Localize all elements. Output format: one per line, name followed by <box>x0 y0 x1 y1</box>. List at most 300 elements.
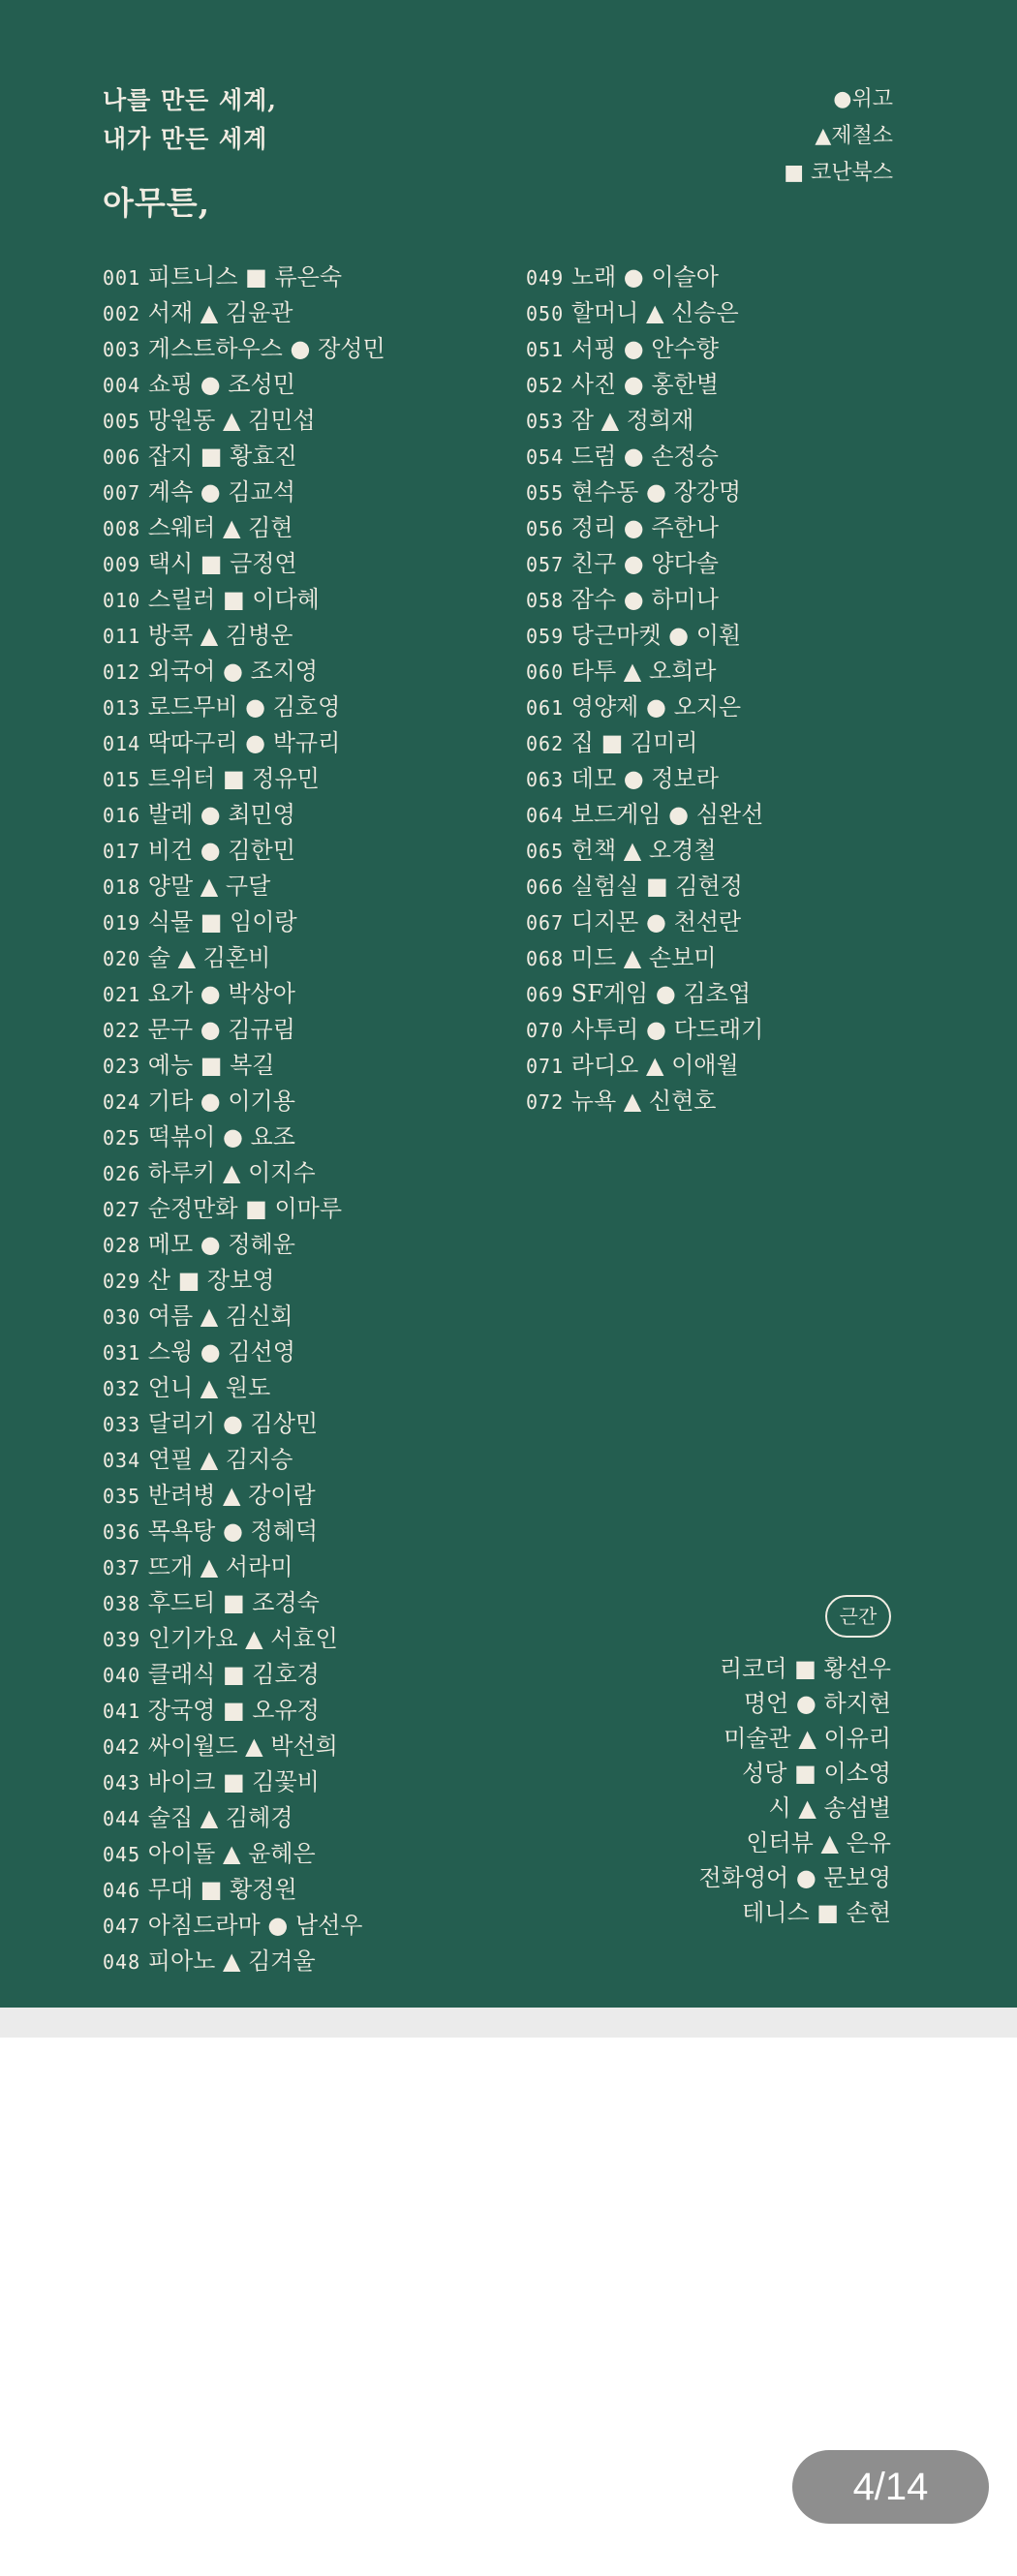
book-title: 요가 <box>147 980 194 1007</box>
book-author: 금정연 <box>230 550 297 577</box>
book-author: 원도 <box>225 1374 271 1401</box>
book-number: 060 <box>526 660 565 684</box>
book-title: 인터뷰 <box>746 1829 814 1856</box>
book-title: 서재 <box>147 299 194 326</box>
square-icon: ■ <box>222 1768 245 1795</box>
circle-icon: ● <box>833 87 852 111</box>
book-author: 박규리 <box>272 729 341 756</box>
circle-icon: ● <box>200 1016 221 1043</box>
square-icon: ■ <box>222 586 245 613</box>
triangle-icon: ▲ <box>623 658 642 685</box>
circle-icon: ● <box>645 478 666 506</box>
book-number: 045 <box>103 1843 141 1866</box>
circle-icon: ● <box>200 1231 221 1258</box>
triangle-icon: ▲ <box>222 407 241 434</box>
book-number: 044 <box>103 1807 141 1830</box>
book-title: 드럼 <box>570 443 617 470</box>
circle-icon: ● <box>245 693 266 721</box>
book-number: 033 <box>103 1413 141 1436</box>
book-list-item <box>103 1585 385 1621</box>
book-author: 손보미 <box>648 944 717 971</box>
book-list-right-column <box>526 260 763 1119</box>
book-list-item <box>526 905 763 940</box>
book-title: 미술관 <box>724 1725 791 1752</box>
book-author: 양다솔 <box>651 550 719 577</box>
circle-icon: ● <box>623 514 644 541</box>
book-author: 김민섭 <box>248 407 316 434</box>
triangle-icon: ▲ <box>623 1088 642 1115</box>
book-list-item <box>103 1729 385 1764</box>
book-author: 장강명 <box>673 478 742 506</box>
book-number: 037 <box>103 1556 141 1579</box>
book-list-item <box>103 725 385 761</box>
book-author: 김상민 <box>250 1410 319 1437</box>
book-number: 053 <box>526 410 565 433</box>
book-number: 069 <box>526 983 565 1006</box>
book-author: 이유리 <box>823 1725 891 1752</box>
book-number: 034 <box>103 1449 141 1472</box>
book-number: 059 <box>526 625 565 648</box>
book-author: 오희라 <box>648 658 717 685</box>
book-author: 김교석 <box>228 478 295 506</box>
book-list-item <box>103 1908 385 1944</box>
book-number: 050 <box>526 302 565 325</box>
book-number: 042 <box>103 1735 141 1759</box>
book-list-item <box>103 1227 385 1263</box>
book-author: 서효인 <box>270 1625 338 1652</box>
book-list-item <box>526 260 763 295</box>
book-list-item <box>103 869 385 905</box>
book-number: 013 <box>103 696 141 720</box>
book-number: 007 <box>103 481 141 505</box>
book-author: 이훤 <box>695 622 742 649</box>
book-author: 구달 <box>225 873 271 900</box>
triangle-icon: ▲ <box>200 873 219 900</box>
circle-icon: ● <box>645 1016 666 1043</box>
book-author: 김미리 <box>630 729 698 756</box>
circle-icon: ● <box>668 622 690 649</box>
book-author: 요조 <box>250 1123 295 1150</box>
book-title: 피아노 <box>147 1947 216 1975</box>
book-title: 현수동 <box>570 478 639 506</box>
book-list-item <box>103 367 385 403</box>
book-number: 048 <box>103 1950 141 1974</box>
book-title: 정리 <box>570 514 617 541</box>
book-number: 020 <box>103 947 141 970</box>
book-title: 망원동 <box>147 407 216 434</box>
circle-icon: ● <box>222 1518 243 1545</box>
book-author: 김선영 <box>228 1338 295 1365</box>
square-icon: ■ <box>245 1195 267 1222</box>
circle-icon: ● <box>245 729 266 756</box>
book-title: 후드티 <box>147 1589 216 1616</box>
triangle-icon: ▲ <box>222 514 241 541</box>
book-list-item <box>103 1191 385 1227</box>
square-icon: ■ <box>817 1899 839 1926</box>
book-list-item <box>103 582 385 618</box>
book-title: 아침드라마 <box>147 1912 261 1939</box>
book-title: 실험실 <box>570 873 639 900</box>
book-title: 집 <box>570 729 594 756</box>
book-author: 장성민 <box>318 335 385 362</box>
book-title: 디지몬 <box>570 908 639 935</box>
book-title: 여름 <box>147 1303 194 1330</box>
series-title: 아무튼, <box>103 184 211 222</box>
book-number: 067 <box>526 911 565 935</box>
book-title: 예능 <box>147 1052 194 1079</box>
book-title: 뜨개 <box>147 1553 194 1580</box>
book-title: 목욕탕 <box>147 1518 216 1545</box>
circle-icon: ● <box>200 1338 221 1365</box>
book-author: 송섬별 <box>823 1794 891 1822</box>
triangle-icon: ▲ <box>200 1446 219 1473</box>
book-author: 최민영 <box>228 801 295 828</box>
book-title: 서핑 <box>570 335 617 362</box>
book-list-item <box>103 1657 385 1693</box>
book-title: 딱따구리 <box>147 729 238 756</box>
square-icon: ■ <box>222 1589 245 1616</box>
book-author: 황선우 <box>823 1655 891 1682</box>
book-title: 방콕 <box>147 622 194 649</box>
book-list-item <box>103 976 385 1012</box>
circle-icon: ● <box>645 908 666 935</box>
book-list-item <box>526 618 763 654</box>
book-list-item <box>526 475 763 510</box>
circle-icon: ● <box>623 550 644 577</box>
book-author: 황효진 <box>230 443 297 470</box>
book-title: 게스트하우스 <box>147 335 283 362</box>
triangle-icon: ▲ <box>200 622 219 649</box>
book-list-item <box>526 439 763 475</box>
book-list-item <box>103 940 385 976</box>
book-title: 외국어 <box>147 658 216 685</box>
circle-icon: ● <box>222 1410 243 1437</box>
book-author: 오지은 <box>673 693 742 721</box>
book-title: 잠 <box>570 407 594 434</box>
book-author: 홍한별 <box>651 371 719 398</box>
book-author: 오경철 <box>648 837 717 864</box>
book-number: 040 <box>103 1664 141 1687</box>
book-title: 메모 <box>147 1231 194 1258</box>
book-author: 김병운 <box>225 622 293 649</box>
book-list-item <box>526 510 763 546</box>
book-number: 065 <box>526 840 565 863</box>
square-icon: ■ <box>222 1661 245 1688</box>
book-number: 024 <box>103 1090 141 1114</box>
upcoming-book-item <box>698 1860 891 1895</box>
book-author: 오유정 <box>252 1697 320 1724</box>
book-list-item <box>526 1048 763 1084</box>
book-author: 남선우 <box>294 1912 363 1939</box>
book-number: 052 <box>526 374 565 397</box>
book-number: 041 <box>103 1700 141 1723</box>
book-number: 008 <box>103 517 141 540</box>
book-number: 054 <box>526 445 565 469</box>
square-icon: ■ <box>245 263 267 291</box>
book-author: 김호영 <box>272 693 341 721</box>
book-author: 김규림 <box>228 1016 295 1043</box>
book-number: 023 <box>103 1055 141 1078</box>
triangle-icon: ▲ <box>798 1794 817 1822</box>
book-list-item <box>103 1549 385 1585</box>
book-title: 문구 <box>147 1016 194 1043</box>
book-title: 반려병 <box>147 1482 216 1509</box>
book-author: 이슬아 <box>651 263 719 291</box>
book-list-item <box>526 1012 763 1048</box>
square-icon: ■ <box>794 1760 817 1787</box>
book-list-item <box>103 1299 385 1334</box>
book-number: 012 <box>103 660 141 684</box>
circle-icon: ● <box>623 765 644 792</box>
circle-icon: ● <box>623 586 644 613</box>
triangle-icon: ▲ <box>645 1052 664 1079</box>
book-number: 063 <box>526 768 565 791</box>
triangle-icon: ▲ <box>200 1303 219 1330</box>
triangle-icon: ▲ <box>623 944 642 971</box>
circle-icon: ● <box>267 1912 289 1939</box>
book-title: 로드무비 <box>147 693 238 721</box>
book-list-item <box>103 1334 385 1370</box>
book-title: 클래식 <box>147 1661 216 1688</box>
book-list-item <box>103 905 385 940</box>
book-list-item <box>526 761 763 797</box>
square-icon: ■ <box>601 729 624 756</box>
book-author: 심완선 <box>695 801 764 828</box>
book-number: 022 <box>103 1019 141 1042</box>
book-title: 술집 <box>147 1804 194 1831</box>
book-title: 식물 <box>147 908 194 935</box>
book-title: 보드게임 <box>570 801 662 828</box>
book-author: 강이람 <box>248 1482 316 1509</box>
square-icon: ■ <box>200 1052 223 1079</box>
book-list-item <box>103 331 385 367</box>
book-author: 박선희 <box>270 1733 338 1760</box>
book-title: 스웨터 <box>147 514 216 541</box>
book-title: 달리기 <box>147 1410 216 1437</box>
book-list-item <box>103 1872 385 1908</box>
upcoming-book-item <box>698 1756 891 1791</box>
page-indicator: 4/14 <box>792 2450 989 2524</box>
book-number: 057 <box>526 553 565 576</box>
book-list-item <box>526 690 763 725</box>
upcoming-book-item <box>698 1825 891 1860</box>
book-author: 이다혜 <box>252 586 320 613</box>
square-icon: ■ <box>177 1267 200 1294</box>
upcoming-book-list <box>698 1651 891 1930</box>
circle-icon: ● <box>200 801 221 828</box>
book-list-item <box>103 1514 385 1549</box>
triangle-icon: ▲ <box>177 944 197 971</box>
book-author: 다드래기 <box>673 1016 764 1043</box>
triangle-icon: ▲ <box>200 1374 219 1401</box>
book-list-item <box>526 403 763 439</box>
book-list-left-column <box>103 260 385 1979</box>
book-list-item <box>526 331 763 367</box>
book-author: 주한나 <box>651 514 719 541</box>
book-title: 타투 <box>570 658 617 685</box>
triangle-icon: ▲ <box>222 1840 241 1867</box>
book-title: 명언 <box>743 1690 789 1717</box>
book-title: 노래 <box>570 263 617 291</box>
book-author: 이지수 <box>248 1159 316 1186</box>
book-title: 발레 <box>147 801 194 828</box>
book-number: 010 <box>103 589 141 612</box>
circle-icon: ● <box>795 1864 817 1891</box>
triangle-icon: ▲ <box>623 837 642 864</box>
triangle-icon: ▲ <box>820 1829 839 1856</box>
book-list-item <box>103 1621 385 1657</box>
square-icon: ■ <box>200 908 223 935</box>
book-title: 연필 <box>147 1446 194 1473</box>
book-number: 011 <box>103 625 141 648</box>
book-author: 장보영 <box>206 1267 275 1294</box>
book-author: 안수향 <box>651 335 719 362</box>
book-number: 006 <box>103 445 141 469</box>
circle-icon: ● <box>795 1690 817 1717</box>
book-author: 천선란 <box>673 908 742 935</box>
book-list-item <box>103 475 385 510</box>
book-title: 라디오 <box>570 1052 639 1079</box>
circle-icon: ● <box>623 443 644 470</box>
book-title: 전화영어 <box>698 1864 789 1891</box>
book-title: 뉴욕 <box>570 1088 617 1115</box>
book-title: 미드 <box>570 944 617 971</box>
circle-icon: ● <box>200 478 221 506</box>
book-list-item <box>103 1263 385 1299</box>
triangle-icon: ▲ <box>200 299 219 326</box>
book-list-item <box>526 976 763 1012</box>
book-title: 테니스 <box>742 1899 810 1926</box>
legend-item <box>784 155 893 192</box>
publisher-legend <box>784 81 893 192</box>
book-author: 김현 <box>248 514 293 541</box>
square-icon: ■ <box>794 1655 817 1682</box>
book-number: 014 <box>103 732 141 755</box>
book-number: 027 <box>103 1198 141 1221</box>
book-list-item <box>103 833 385 869</box>
square-icon: ■ <box>784 161 804 185</box>
triangle-icon: ▲ <box>798 1725 817 1752</box>
book-title: 잡지 <box>147 443 194 470</box>
book-number: 021 <box>103 983 141 1006</box>
book-title: 성당 <box>742 1760 787 1787</box>
book-number: 049 <box>526 266 565 290</box>
book-list-item <box>103 1370 385 1406</box>
book-list-item <box>103 690 385 725</box>
triangle-icon: ▲ <box>222 1159 241 1186</box>
book-number: 055 <box>526 481 565 505</box>
circle-icon: ● <box>200 371 221 398</box>
upcoming-badge: 근간 <box>825 1595 891 1638</box>
circle-icon: ● <box>290 335 311 362</box>
square-icon: ■ <box>200 1876 223 1903</box>
book-title: 당근마켓 <box>570 622 662 649</box>
book-author: 정보라 <box>651 765 719 792</box>
book-list-item <box>103 1836 385 1872</box>
book-number: 061 <box>526 696 565 720</box>
book-title: 비건 <box>147 837 194 864</box>
square-icon: ■ <box>200 443 223 470</box>
book-number: 047 <box>103 1915 141 1938</box>
series-header <box>103 81 277 224</box>
book-number: 064 <box>526 804 565 827</box>
book-number: 070 <box>526 1019 565 1042</box>
book-list-item <box>103 546 385 582</box>
book-title: 사진 <box>570 371 617 398</box>
triangle-icon: ▲ <box>645 299 664 326</box>
book-list-item <box>526 546 763 582</box>
book-author: 김겨울 <box>248 1947 316 1975</box>
book-number: 056 <box>526 517 565 540</box>
circle-icon: ● <box>655 980 676 1007</box>
book-number: 001 <box>103 266 141 290</box>
book-list-item <box>526 1084 763 1119</box>
book-number: 066 <box>526 875 565 899</box>
circle-icon: ● <box>200 980 221 1007</box>
book-title: 친구 <box>570 550 617 577</box>
book-author: 김지승 <box>225 1446 293 1473</box>
triangle-icon: ▲ <box>245 1733 263 1760</box>
book-number: 009 <box>103 553 141 576</box>
square-icon: ■ <box>222 765 245 792</box>
book-list-item <box>526 582 763 618</box>
book-list-item <box>103 1478 385 1514</box>
triangle-icon: ▲ <box>222 1947 241 1975</box>
book-number: 025 <box>103 1126 141 1150</box>
book-number: 031 <box>103 1341 141 1365</box>
book-number: 068 <box>526 947 565 970</box>
legend-item <box>784 118 893 155</box>
legend-label: 제철소 <box>831 124 893 148</box>
book-author: 김꽃비 <box>252 1768 320 1795</box>
book-title: 떡볶이 <box>147 1123 216 1150</box>
book-number: 018 <box>103 875 141 899</box>
upcoming-book-item <box>698 1791 891 1825</box>
book-number: 072 <box>526 1090 565 1114</box>
upcoming-book-item <box>698 1686 891 1721</box>
book-number: 051 <box>526 338 565 361</box>
book-author: 윤혜은 <box>248 1840 316 1867</box>
book-list-item <box>103 1155 385 1191</box>
book-list-item <box>526 654 763 690</box>
tagline-line-1: 나를 만든 세계, <box>103 86 278 114</box>
book-title: 순정만화 <box>147 1195 238 1222</box>
book-title: 하루키 <box>147 1159 216 1186</box>
book-list-item <box>526 940 763 976</box>
book-number: 039 <box>103 1628 141 1651</box>
book-number: 071 <box>526 1055 565 1078</box>
square-icon: ■ <box>200 550 223 577</box>
triangle-icon: ▲ <box>200 1804 219 1831</box>
book-author: 김윤관 <box>225 299 293 326</box>
book-number: 002 <box>103 302 141 325</box>
book-list-item <box>103 1764 385 1800</box>
book-author: 김한민 <box>228 837 295 864</box>
book-list-item <box>103 1012 385 1048</box>
legend-label: 코난북스 <box>810 161 893 185</box>
book-author: 김호경 <box>252 1661 320 1688</box>
book-number: 016 <box>103 804 141 827</box>
legend-item <box>784 81 893 118</box>
book-title: 산 <box>147 1267 170 1294</box>
book-author: 손현 <box>846 1899 891 1926</box>
circle-icon: ● <box>668 801 690 828</box>
book-list-item <box>526 367 763 403</box>
book-number: 019 <box>103 911 141 935</box>
square-icon: ■ <box>645 873 668 900</box>
book-number: 015 <box>103 768 141 791</box>
book-list-item <box>103 761 385 797</box>
